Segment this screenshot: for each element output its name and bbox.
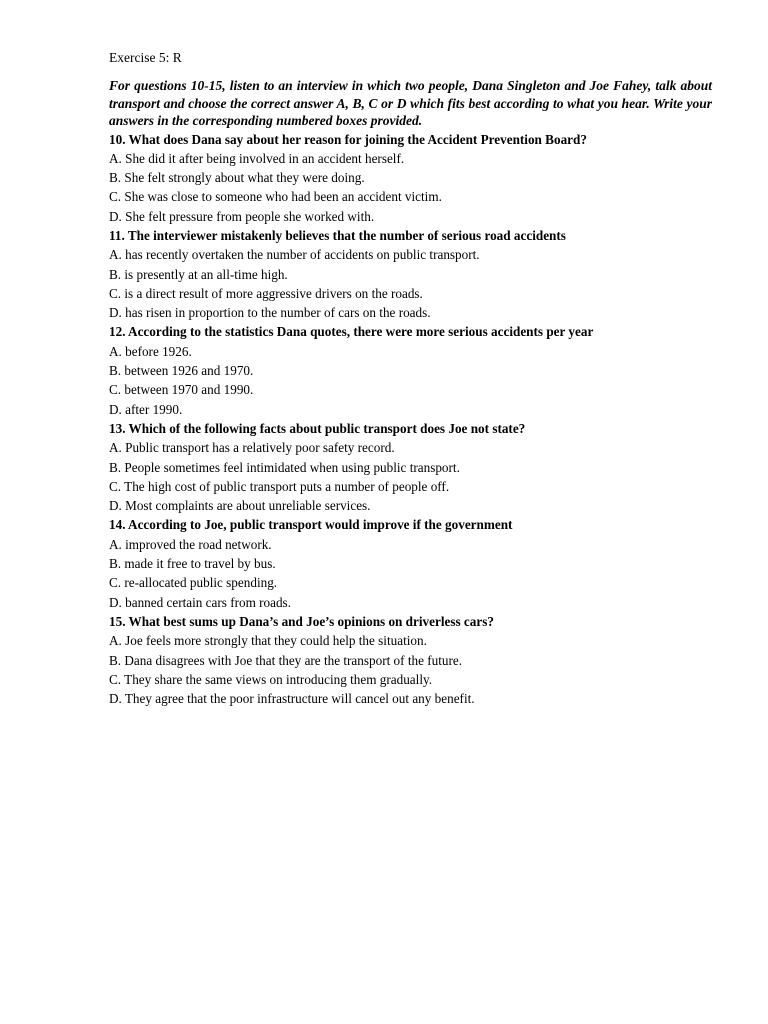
option-c: C. She was close to someone who had been an accident victim. (109, 189, 442, 205)
option-a: A. Public transport has a relatively poor safety record. (109, 440, 395, 456)
question-text: 12. According to the statistics Dana quotes, there were more serious accidents per year (109, 324, 594, 340)
option-b: B. between 1926 and 1970. (109, 363, 254, 379)
option-c: C. is a direct result of more aggressive drivers on the roads. (109, 285, 423, 301)
option-b: B. is presently at an all-time high. (109, 266, 288, 282)
question-text: 10. What does Dana say about her reason for joining the Accident Prevention Board? (109, 131, 587, 147)
option-d: D. has risen in proportion to the number of cars on the roads. (109, 305, 431, 321)
option-a: A. She did it after being involved in an accident herself. (109, 150, 405, 166)
question-text: 13. Which of the following facts about public transport does Joe not state? (109, 420, 526, 436)
question-14 (109, 515, 712, 611)
option-d: D. She felt pressure from people she worked with. (109, 208, 375, 224)
option-c: C. between 1970 and 1990. (109, 382, 254, 398)
option-d: D. after 1990. (109, 401, 183, 417)
option-a: A. Joe feels more strongly that they could help the situation. (109, 633, 427, 649)
option-c: C. re-allocated public spending. (109, 575, 278, 591)
option-d: D. They agree that the poor infrastructure will cancel out any benefit. (109, 691, 475, 707)
option-c: C. The high cost of public transport puts a number of people off. (109, 478, 450, 494)
option-a: A. improved the road network. (109, 536, 272, 552)
option-a: A. before 1926. (109, 343, 192, 359)
question-12 (109, 322, 712, 418)
option-b: B. made it free to travel by bus. (109, 556, 276, 572)
option-b: B. People sometimes feel intimidated when using public transport. (109, 459, 460, 475)
question-11 (109, 226, 712, 322)
question-text: 14. According to Joe, public transport would improve if the government (109, 517, 513, 533)
question-13 (109, 419, 712, 515)
question-text: 11. The interviewer mistakenly believes that the number of serious road accidents (109, 227, 566, 243)
document-page (109, 48, 712, 708)
question-text: 15. What best sums up Dana’s and Joe’s opinions on driverless cars? (109, 613, 494, 629)
option-d: D. Most complaints are about unreliable services. (109, 498, 371, 514)
option-d: D. banned certain cars from roads. (109, 594, 291, 610)
instructions-paragraph: For questions 10-15, listen to an interview in which two people, Dana Singleton and Joe Fahey, talk about transport and choose the correct answer A, B, C or D which fits best according to what you hear. Write your answers in the corresponding numbered boxes provided. (109, 78, 712, 128)
question-15 (109, 612, 712, 708)
option-b: B. Dana disagrees with Joe that they are the transport of the future. (109, 652, 463, 668)
option-b: B. She felt strongly about what they were doing. (109, 170, 365, 186)
exercise-title: Exercise 5: R (109, 50, 182, 65)
option-a: A. has recently overtaken the number of accidents on public transport. (109, 247, 480, 263)
question-10 (109, 130, 712, 226)
option-c: C. They share the same views on introducing them gradually. (109, 671, 433, 687)
